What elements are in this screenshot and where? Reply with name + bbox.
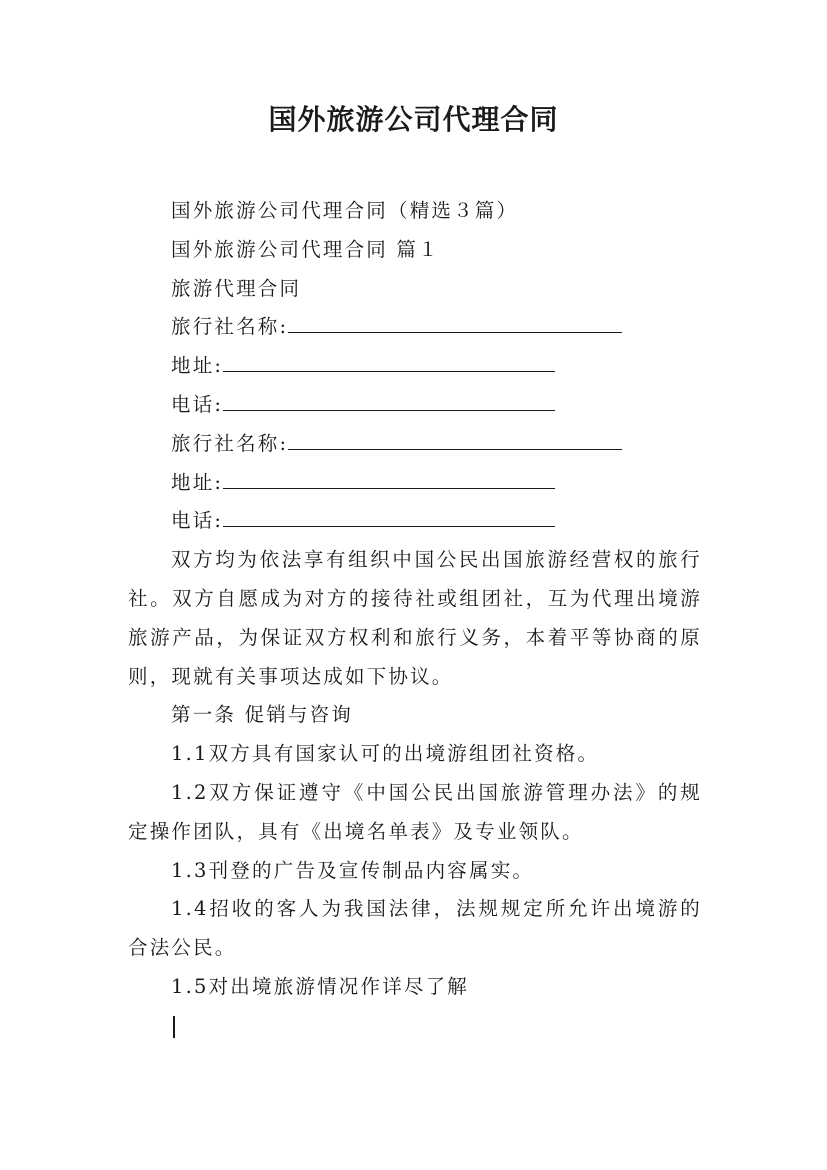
phone-field-2 — [128, 502, 702, 541]
clause-paragraph: 1.2双方保证遵守《中国公民出国旅游管理办法》的规定操作团队，具有《出境名单表》及专业领队。 — [128, 780, 702, 843]
agency-name-field-2 — [128, 425, 702, 464]
clause-paragraph: 1.5对出境旅游情况作详尽了解 — [171, 974, 470, 998]
address-label: 地址: — [171, 354, 224, 378]
address-blank — [223, 469, 555, 489]
agency-name-label: 旅行社名称: — [171, 315, 289, 339]
agency-name-label: 旅行社名称: — [171, 431, 289, 455]
clause-paragraph: 1.1双方具有国家认可的出境游组团社资格。 — [171, 742, 600, 766]
text-cursor[interactable] — [173, 1016, 175, 1038]
phone-label: 电话: — [171, 509, 224, 533]
agency-name-field-1 — [128, 308, 702, 347]
phone-label: 电话: — [171, 392, 224, 416]
preamble-paragraph: 双方均为依法享有组织中国公民出国旅游经营权的旅行社。双方自愿成为对方的接待社或组团社，互为代理出境游旅游产品，为保证双方权利和旅行义务，本着平等协商的原则，现就有关事项达成如下协议。 — [128, 548, 702, 688]
phone-blank — [223, 391, 555, 411]
address-field-2 — [128, 464, 702, 503]
clause-paragraph: 1.3刊登的广告及宣传制品内容属实。 — [171, 858, 535, 882]
document-title: 国外旅游公司代理合同 — [268, 103, 559, 136]
clause-paragraph: 1.4招收的客人为我国法律，法规规定所允许出境游的合法公民。 — [128, 897, 702, 960]
part-heading: 国外旅游公司代理合同 篇１ — [171, 237, 440, 261]
document-body — [128, 192, 702, 1007]
address-blank — [223, 352, 555, 372]
agency-name-blank — [288, 430, 622, 450]
agency-name-blank — [288, 313, 622, 333]
phone-blank — [223, 507, 555, 527]
address-field-1 — [128, 347, 702, 386]
article-heading: 第一条 促销与咨询 — [171, 703, 353, 727]
contract-title: 旅游代理合同 — [171, 276, 302, 300]
phone-field-1 — [128, 386, 702, 425]
address-label: 地址: — [171, 470, 224, 494]
intro-line: 国外旅游公司代理合同（精选３篇） — [171, 199, 519, 222]
